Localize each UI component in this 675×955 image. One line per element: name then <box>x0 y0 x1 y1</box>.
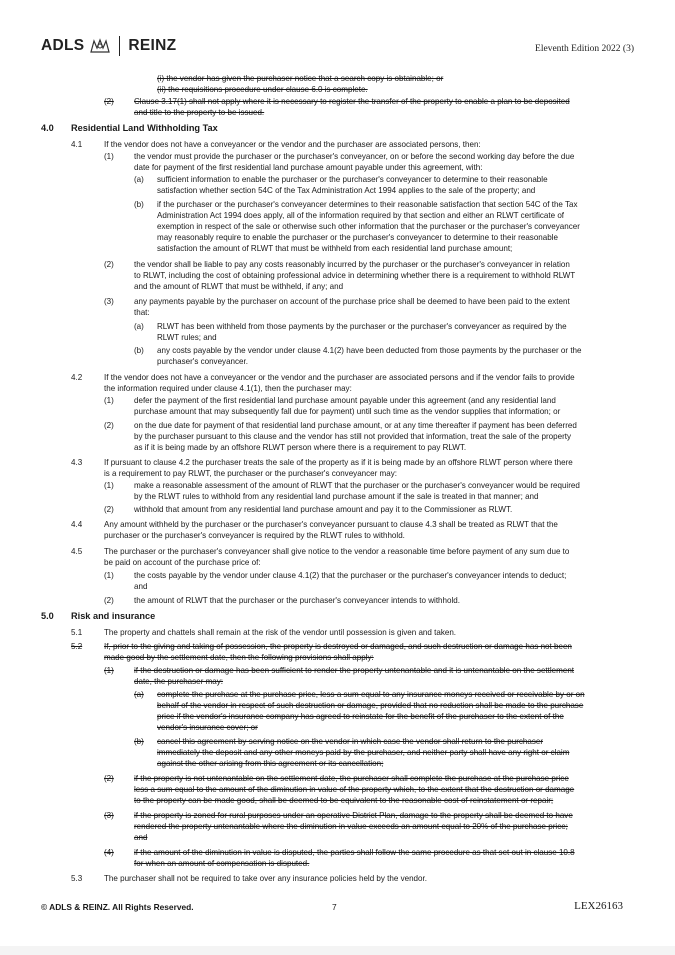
clause-number: 4.4 <box>71 520 83 529</box>
page-number: 7 <box>332 902 337 912</box>
document-code: LEX26163 <box>574 900 623 912</box>
clause-text: sufficient information to enable the purchaser or the purchaser's conveyancer to determine to their reasonable <box>157 175 548 184</box>
clause-text: purchase amount that may subsequently fall due for payment) until such time as the vendor supplies that information; or <box>134 407 561 416</box>
clause-text: and the amount of RLWT that must be withheld, if any; and <box>134 282 344 291</box>
brand-reinz: REINZ <box>128 37 177 54</box>
clause-text: by the purchaser pursuant to this clause and the vendor has still not provided that information, treat the sale of the property <box>134 432 572 441</box>
struck-line: If, prior to the giving and taking of possession, the property is destroyed or damaged, and such destruction or damage has not been <box>104 642 572 651</box>
section-heading: Risk and insurance <box>71 611 156 621</box>
clause-text: purchaser or the purchaser's conveyancer is required by the RLWT rules to withhold. <box>104 531 405 540</box>
clause-number: (1) <box>104 666 114 675</box>
clause-number: (2) <box>104 260 114 269</box>
clause-number: (3) <box>104 297 114 306</box>
clause-number: 5.2 <box>71 642 83 651</box>
clause-text: If pursuant to clause 4.2 the purchaser treats the sale of the property as if it is being made by an offshore RLWT person where there <box>104 458 573 467</box>
clause-text: may reasonably require to enable the purchaser or the purchaser's conveyancer to determine to their reasonable <box>157 233 558 242</box>
clause-text: date for payment of the first residential land purchase amount payable under this agreement, with: <box>134 163 483 172</box>
header-logo <box>41 36 176 56</box>
struck-line: vendor's insurance cover; or <box>157 723 258 732</box>
clause-text: be paid on account of the purchase price of: <box>104 558 261 567</box>
struck-line: immediately the deposit and any other moneys paid by the purchaser, and neither party shall have any right or claim <box>157 748 570 757</box>
clause-text: If the vendor does not have a conveyancer or the vendor and the purchaser are associated persons, then: <box>104 140 481 149</box>
clause-number: 4.1 <box>71 140 83 149</box>
clause-text: the information required under clause 4.1(1), then the purchaser may: <box>104 384 352 393</box>
clause-text: that: <box>134 308 150 317</box>
clause-text: as if it is being made by an offshore RLWT person where there is a requirement to pay RLWT. <box>134 443 467 452</box>
clause-number: 4.5 <box>71 547 83 556</box>
clause-text: The property and chattels shall remain at the risk of the vendor until possession is given and taken. <box>104 628 457 637</box>
brand-adls: ADLS <box>41 37 85 54</box>
clause-text: to RLWT, including the cost of obtaining professional advice in determining whether there is a requirement to withhold RLWT <box>134 271 576 280</box>
section-number: 4.0 <box>41 123 54 133</box>
struck-line: against the other arising from this agreement or its cancellation; <box>157 759 384 768</box>
clause-text: and <box>134 582 148 591</box>
clause-text: RLWT has been withheld from those payments by the purchaser or the purchaser's conveyancer as required by the <box>157 322 567 331</box>
struck-line: behalf of the vendor in respect of such destruction or damage, provided that no reduction shall be made to the purchase <box>157 701 584 710</box>
clause-text: any costs payable by the vendor under clause 4.1(2) have been deducted from those payments by the purchaser or the <box>157 346 582 355</box>
section-heading: Residential Land Withholding Tax <box>71 123 218 133</box>
struck-line: if the amount of the diminution in value is disputed, the parties shall follow the same procedure as that set out in clause 10.8 <box>134 848 575 857</box>
clause-number: (4) <box>104 848 114 857</box>
clause-number: (1) <box>104 396 114 405</box>
clause-number: (b) <box>134 737 144 746</box>
struck-line: to the property can be made good, shall be deemed to be equivalent to the reasonable cost of reinstatement or repair; <box>134 796 554 805</box>
logo-divider <box>119 36 120 56</box>
struck-line: (i) the vendor has given the purchaser notice that a search copy is obtainable; or <box>157 74 444 83</box>
struck-line: (ii) the requisitions procedure under clause 6.0 is complete. <box>157 85 368 94</box>
clause-text: the vendor must provide the purchaser or the purchaser's conveyancer, on or before the second working day before the due <box>134 152 575 161</box>
clause-number: 5.1 <box>71 628 83 637</box>
struck-line: for when an amount of compensation is disputed. <box>134 859 310 868</box>
edition-label: Eleventh Edition 2022 (3) <box>535 44 634 54</box>
struck-line: if the destruction or damage has been sufficient to render the property untenantable and it is untenantable on the settlement <box>134 666 575 675</box>
struck-line: Clause 3.17(1) shall not apply where it is necessary to register the transfer of the property to enable a plan to be deposited <box>134 97 570 106</box>
clause-text: on the due date for payment of that residential land purchase amount, or at any time thereafter if payment has been deferred <box>134 421 577 430</box>
struck-line: price if the vendor's insurance company has agreed to reinstate for the benefit of the purchaser to the extent of the <box>157 712 564 721</box>
clause-text: any payments payable by the purchaser on account of the purchase price shall be deemed to have been paid to the extent <box>134 297 570 306</box>
clause-number: 5.3 <box>71 874 83 883</box>
clause-text: the amount of RLWT that the purchaser or the purchaser's conveyancer intends to withhold. <box>134 596 460 605</box>
struck-line: complete the purchase at the purchase price, less a sum equal to any insurance moneys received or receivable by or on <box>157 690 585 699</box>
struck-line: date, the purchaser may: <box>134 677 224 686</box>
clause-text: withhold that amount from any residential land purchase amount and pay it to the Commissioner as RLWT. <box>134 505 513 514</box>
clause-text: The purchaser shall not be required to take over any insurance policies held by the vendor. <box>104 874 427 883</box>
clause-number: (2) <box>104 421 114 430</box>
clause-text: RLWT rules; and <box>157 333 217 342</box>
clause-number: (a) <box>134 690 144 699</box>
struck-line: rendered the property untenantable where the diminution in value exceeds an amount equal to 20% of the purchase price; <box>134 822 568 831</box>
clause-text: make a reasonable assessment of the amount of RLWT that the purchaser or the purchaser's conveyancer would be required <box>134 481 580 490</box>
clause-number: (a) <box>134 322 144 331</box>
clause-text: If the vendor does not have a conveyancer or the vendor and the purchaser are associated persons and if the vendor fails to provide <box>104 373 575 382</box>
struck-line: and title to the property to be issued. <box>134 108 265 117</box>
clause-text: the costs payable by the vendor under clause 4.1(2) that the purchaser or the purchaser's conveyancer intends to deduct; <box>134 571 567 580</box>
clause-number: (3) <box>104 811 114 820</box>
struck-line: less a sum equal to the amount of the diminution in value of the property which, to the extent that the destruction or damage <box>134 785 575 794</box>
clause-text: exemption in respect of the sale or otherwise such other information that the purchaser or the purchaser's conveyancer <box>157 222 580 231</box>
clause-text: if the purchaser or the purchaser's conveyancer determines to their reasonable satisfaction that section 54C of the Tax <box>157 200 578 209</box>
footer-copyright: © ADLS & REINZ. All Rights Reserved. <box>41 902 194 912</box>
struck-line: if the property is zoned for rural purposes under an operative District Plan, damage to the property shall be deemed to have <box>134 811 573 820</box>
clause-text: by the RLWT rules to withhold from any residential land purchase amount if the sale is treated in that manner; and <box>134 492 539 501</box>
clause-number: 4.3 <box>71 458 83 467</box>
clause-text: satisfaction whether section 54C of the Tax Administration Act 1994 applies to the sale of the property; and <box>157 186 536 195</box>
clause-text: Any amount withheld by the purchaser or the purchaser's conveyancer pursuant to clause 4.3 shall be treated as RLWT that the <box>104 520 558 529</box>
crest-icon <box>89 38 111 54</box>
clause-text: purchaser's conveyancer. <box>157 357 248 366</box>
clause-text: defer the payment of the first residential land purchase amount payable under this agreement (and any residential land <box>134 396 556 405</box>
struck-line: if the property is not untenantable on the settlement date, the purchaser shall complete the purchase at the purchase price <box>134 774 569 783</box>
struck-line: cancel this agreement by serving notice on the vendor in which case the vendor shall return to the purchaser <box>157 737 544 746</box>
clause-number: 4.2 <box>71 373 83 382</box>
clause-number: (b) <box>134 200 144 209</box>
clause-number: (b) <box>134 346 144 355</box>
struck-line: made good by the settlement date, then the following provisions shall apply: <box>104 653 374 662</box>
struck-line: and <box>134 833 148 842</box>
clause-number: (a) <box>134 175 144 184</box>
clause-number: (2) <box>104 97 114 106</box>
clause-number: (1) <box>104 152 114 161</box>
clause-text: is a requirement to pay RLWT, the purchaser or the purchaser's conveyancer may: <box>104 469 397 478</box>
clause-text: the vendor shall be liable to pay any costs reasonably incurred by the purchaser or the purchaser's conveyancer in relation <box>134 260 570 269</box>
section-number: 5.0 <box>41 611 54 621</box>
scan-edge <box>0 946 675 955</box>
clause-number: (2) <box>104 505 114 514</box>
clause-text: The purchaser or the purchaser's conveyancer shall give notice to the vendor a reasonable time before payment of any sum due to <box>104 547 570 556</box>
clause-number: (1) <box>104 481 114 490</box>
clause-number: (2) <box>104 596 114 605</box>
clause-text: satisfaction the amount of RLWT that must be withheld from each residential land purchase amount; <box>157 244 513 253</box>
clause-number: (1) <box>104 571 114 580</box>
clause-number: (2) <box>104 774 114 783</box>
clause-text: Administration Act 1994 does apply, all of the information required by that section and either an RLWT certificate of <box>157 211 565 220</box>
